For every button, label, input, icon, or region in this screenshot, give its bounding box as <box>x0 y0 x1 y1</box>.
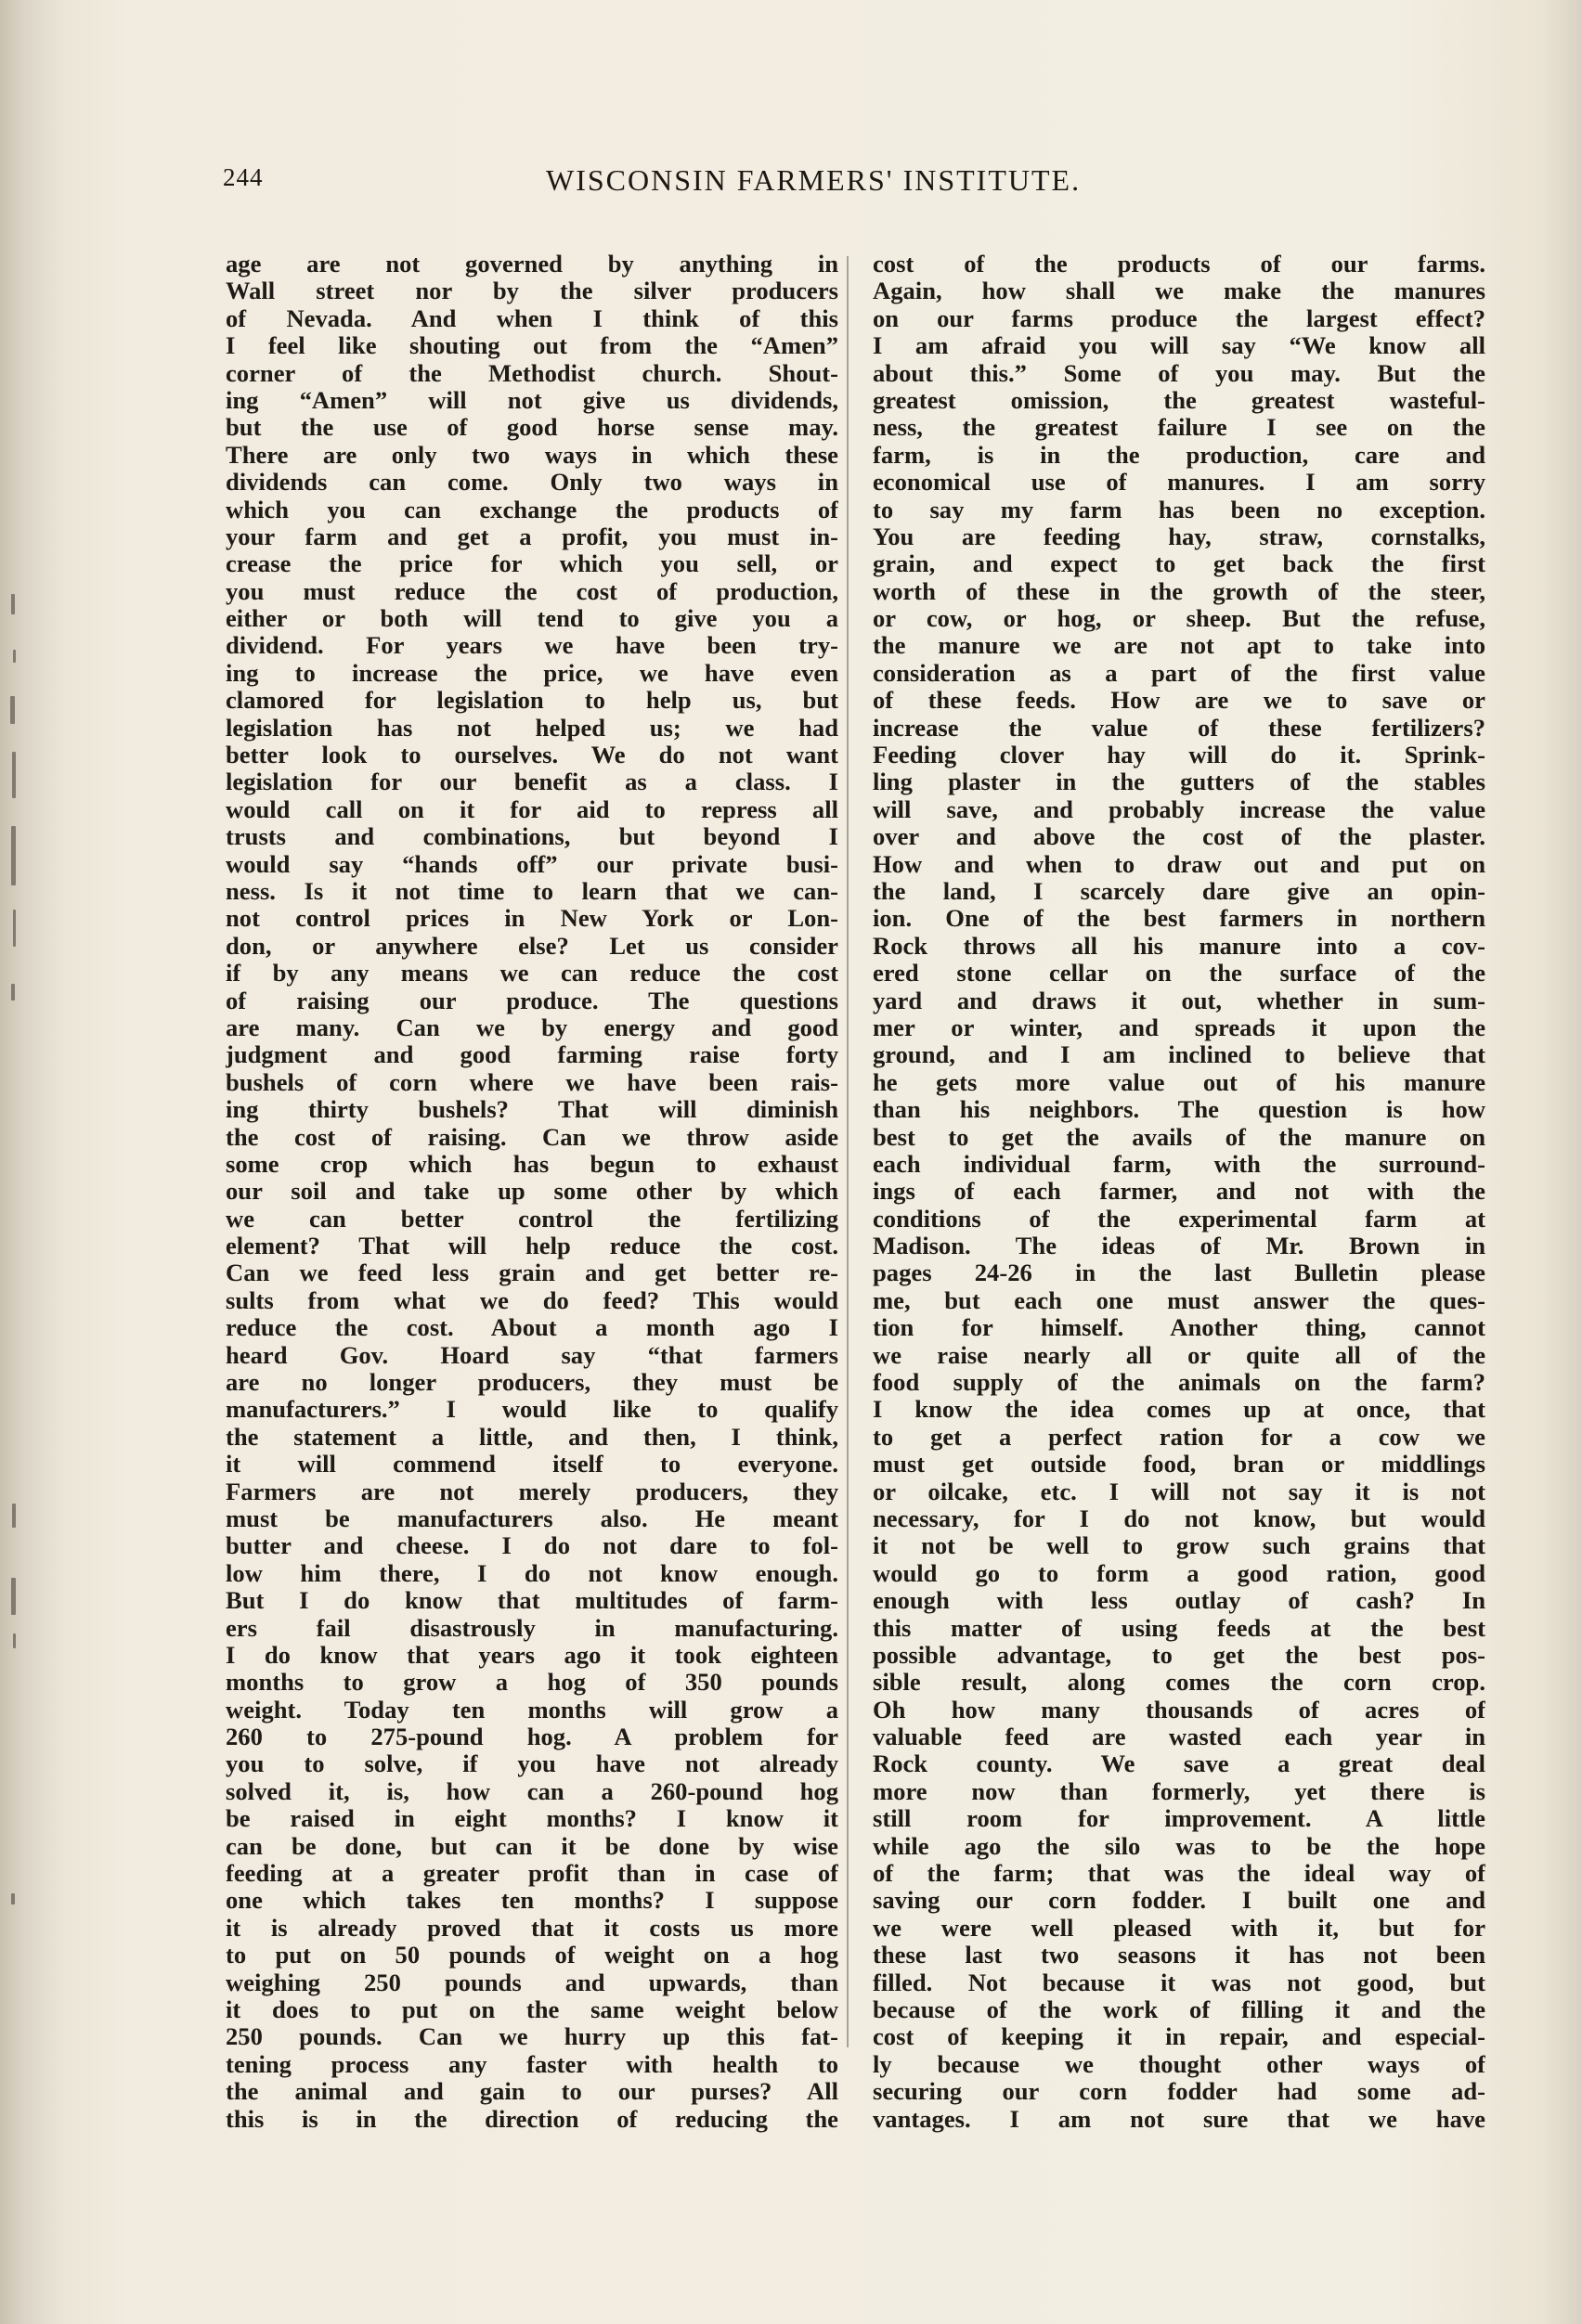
text-line: mer or winter, and spreads it upon the <box>873 1014 1485 1041</box>
text-line: he gets more value out of his manure <box>873 1068 1485 1096</box>
text-line: bushels of corn where we have been rais- <box>226 1068 838 1096</box>
text-line: Madison. The ideas of Mr. Brown in <box>873 1233 1485 1260</box>
text-line: pages 24-26 in the last Bulletin please <box>873 1259 1485 1287</box>
text-line: You are feeding hay, straw, cornstalks, <box>873 523 1485 550</box>
text-line: each individual farm, with the surround- <box>873 1150 1485 1178</box>
text-line: our soil and take up some other by which <box>226 1178 838 1206</box>
text-line: ing to increase the price, we have even <box>226 659 838 687</box>
text-line: while ago the silo was to be the hope <box>873 1832 1485 1860</box>
text-line: 250 pounds. Can we hurry up this fat- <box>226 2023 838 2051</box>
text-line: I feel like shouting out from the “Amen” <box>226 332 838 360</box>
text-line: the manure we are not apt to take into <box>873 632 1485 660</box>
text-line: dividends can come. Only two ways in <box>226 469 838 497</box>
text-line: are no longer producers, they must be <box>226 1369 838 1397</box>
text-line: feeding at a greater profit than in case of <box>226 1860 838 1888</box>
text-line: be raised in eight months? I know it <box>226 1805 838 1833</box>
text-line: ing thirty bushels? That will diminish <box>226 1096 838 1124</box>
text-line: Rock county. We save a great deal <box>873 1750 1485 1778</box>
text-line: filled. Not because it was not good, but <box>873 1969 1485 1996</box>
text-line: over and above the cost of the plaster. <box>873 823 1485 851</box>
text-line: we raise nearly all or quite all of the <box>873 1341 1485 1369</box>
text-line: Rock throws all his manure into a cov- <box>873 932 1485 960</box>
text-line: I do know that years ago it took eighteen <box>226 1641 838 1669</box>
left-text-column <box>226 251 838 2133</box>
text-line: the animal and gain to our purses? All <box>226 2078 838 2106</box>
text-line: valuable feed are wasted each year in <box>873 1724 1485 1751</box>
text-line: yard and draws it out, whether in sum- <box>873 987 1485 1014</box>
text-line: weighing 250 pounds and upwards, than <box>226 1969 838 1996</box>
text-line: Wall street nor by the silver producers <box>226 278 838 305</box>
text-line: economical use of manures. I am sorry <box>873 469 1485 497</box>
text-line: solved it, is, how can a 260-pound hog <box>226 1777 838 1805</box>
text-line: or cow, or hog, or sheep. But the refuse, <box>873 605 1485 633</box>
text-line: I know the idea comes up at once, that <box>873 1396 1485 1424</box>
text-line: you must reduce the cost of production, <box>226 577 838 605</box>
text-line: or oilcake, etc. I will not say it is not <box>873 1478 1485 1505</box>
text-line: more now than formerly, yet there is <box>873 1777 1485 1805</box>
text-line: the cost of raising. Can we throw aside <box>226 1123 838 1151</box>
text-line: Oh how many thousands of acres of <box>873 1696 1485 1724</box>
text-line: clamored for legislation to help us, but <box>226 687 838 715</box>
text-line: Farmers are not merely producers, they <box>226 1478 838 1505</box>
page-number: 244 <box>223 163 264 191</box>
text-line: tening process any faster with health to <box>226 2050 838 2078</box>
text-line: heard Gov. Hoard say “that farmers <box>226 1341 838 1369</box>
text-line: it will commend itself to everyone. <box>226 1451 838 1478</box>
text-line: because of the work of filling it and the <box>873 1996 1485 2023</box>
text-line: it does to put on the same weight below <box>226 1996 838 2023</box>
text-line: necessary, for I do not know, but would <box>873 1504 1485 1532</box>
text-line: ers fail disastrously in manufacturing. <box>226 1614 838 1642</box>
text-line: to say my farm has been no exception. <box>873 496 1485 523</box>
text-line: about this.” Some of you may. But the <box>873 359 1485 387</box>
text-line: judgment and good farming raise forty <box>226 1041 838 1069</box>
text-line: legislation for our benefit as a class. I <box>226 768 838 796</box>
text-line: of the farm; that was the ideal way of <box>873 1860 1485 1888</box>
text-line: Again, how shall we make the manures <box>873 278 1485 305</box>
text-line: will save, and probably increase the value <box>873 795 1485 823</box>
text-line: we were well pleased with it, but for <box>873 1914 1485 1942</box>
right-text-column <box>873 251 1485 2133</box>
text-line: farm, is in the production, care and <box>873 441 1485 469</box>
text-line: than his neighbors. The question is how <box>873 1096 1485 1124</box>
text-line: ly because we thought other ways of <box>873 2050 1485 2078</box>
text-line: element? That will help reduce the cost. <box>226 1233 838 1260</box>
text-line: tion for himself. Another thing, cannot <box>873 1314 1485 1342</box>
text-line: crease the price for which you sell, or <box>226 550 838 578</box>
text-line: sults from what we do feed? This would <box>226 1286 838 1314</box>
text-line: low him there, I do not know enough. <box>226 1559 838 1587</box>
text-line: ing “Amen” will not give us dividends, <box>226 386 838 414</box>
text-line: your farm and get a profit, you must in- <box>226 523 838 550</box>
text-line: ground, and I am inclined to believe that <box>873 1041 1485 1069</box>
text-line: either or both will tend to give you a <box>226 605 838 633</box>
text-line: securing our corn fodder had some ad- <box>873 2078 1485 2106</box>
text-line: not control prices in New York or Lon- <box>226 905 838 933</box>
text-line: don, or anywhere else? Let us consider <box>226 932 838 960</box>
text-line: 260 to 275-pound hog. A problem for <box>226 1724 838 1751</box>
text-line: it is already proved that it costs us more <box>226 1914 838 1942</box>
text-line: There are only two ways in which these <box>226 441 838 469</box>
text-line: increase the value of these fertilizers? <box>873 714 1485 742</box>
text-line: consideration as a part of the first value <box>873 659 1485 687</box>
text-line: conditions of the experimental farm at <box>873 1205 1485 1233</box>
text-line: Feeding clover hay will do it. Sprink- <box>873 742 1485 769</box>
text-line: vantages. I am not sure that we have <box>873 2105 1485 2133</box>
text-line: trusts and combinations, but beyond I <box>226 823 838 851</box>
text-line: How and when to draw out and put on <box>873 850 1485 878</box>
page-header <box>223 163 1161 210</box>
text-line: would go to form a good ration, good <box>873 1559 1485 1587</box>
text-line: dividend. For years we have been try- <box>226 632 838 660</box>
text-line: food supply of the animals on the farm? <box>873 1369 1485 1397</box>
text-line: age are not governed by anything in <box>226 251 838 278</box>
text-line: possible advantage, to get the best pos- <box>873 1641 1485 1669</box>
text-line: the statement a little, and then, I think, <box>226 1423 838 1451</box>
text-line: you to solve, if you have not already <box>226 1750 838 1778</box>
text-line: cost of the products of our farms. <box>873 251 1485 278</box>
text-line: to get a perfect ration for a cow we <box>873 1423 1485 1451</box>
text-line: I am afraid you will say “We know all <box>873 332 1485 360</box>
text-line: ings of each farmer, and not with the <box>873 1178 1485 1206</box>
running-title: WISCONSIN FARMERS' INSTITUTE. <box>546 163 1082 197</box>
text-line: this is in the direction of reducing the <box>226 2105 838 2133</box>
text-line: of these feeds. How are we to save or <box>873 687 1485 715</box>
text-line: on our farms produce the largest effect? <box>873 304 1485 332</box>
text-line: legislation has not helped us; we had <box>226 714 838 742</box>
text-line: this matter of using feeds at the best <box>873 1614 1485 1642</box>
text-line: ness, the greatest failure I see on the <box>873 414 1485 442</box>
text-line: ness. Is it not time to learn that we can- <box>226 877 838 905</box>
text-line: of raising our produce. The questions <box>226 987 838 1014</box>
text-line: ion. One of the best farmers in northern <box>873 905 1485 933</box>
text-line: must get outside food, bran or middlings <box>873 1451 1485 1478</box>
text-line: we can better control the fertilizing <box>226 1205 838 1233</box>
text-line: would call on it for aid to repress all <box>226 795 838 823</box>
text-line: the land, I scarcely dare give an opin- <box>873 877 1485 905</box>
text-line: but the use of good horse sense may. <box>226 414 838 442</box>
text-line: ling plaster in the gutters of the stables <box>873 768 1485 796</box>
text-line: me, but each one must answer the ques- <box>873 1286 1485 1314</box>
text-line: these last two seasons it has not been <box>873 1942 1485 1969</box>
text-line: ered stone cellar on the surface of the <box>873 960 1485 988</box>
text-line: enough with less outlay of cash? In <box>873 1587 1485 1615</box>
text-line: grain, and expect to get back the first <box>873 550 1485 578</box>
text-line: are many. Can we by energy and good <box>226 1014 838 1041</box>
text-line: months to grow a hog of 350 pounds <box>226 1669 838 1697</box>
text-line: best to get the avails of the manure on <box>873 1123 1485 1151</box>
text-line: But I do know that multitudes of farm- <box>226 1587 838 1615</box>
text-line: cost of keeping it in repair, and especial- <box>873 2023 1485 2051</box>
text-line: of Nevada. And when I think of this <box>226 304 838 332</box>
text-line: reduce the cost. About a month ago I <box>226 1314 838 1342</box>
text-line: Can we feed less grain and get better re- <box>226 1259 838 1287</box>
text-line: if by any means we can reduce the cost <box>226 960 838 988</box>
text-line: it not be well to grow such grains that <box>873 1532 1485 1560</box>
text-line: manufacturers.” I would like to qualify <box>226 1396 838 1424</box>
text-line: would say “hands off” our private busi- <box>226 850 838 878</box>
text-line: one which takes ten months? I suppose <box>226 1887 838 1915</box>
text-line: greatest omission, the greatest wasteful- <box>873 386 1485 414</box>
text-line: saving our corn fodder. I built one and <box>873 1887 1485 1915</box>
text-line: worth of these in the growth of the steer, <box>873 577 1485 605</box>
text-line: which you can exchange the products of <box>226 496 838 523</box>
text-line: sible result, along comes the corn crop. <box>873 1669 1485 1697</box>
text-line: weight. Today ten months will grow a <box>226 1696 838 1724</box>
text-line: can be done, but can it be done by wise <box>226 1832 838 1860</box>
binding-gutter-marks <box>9 594 33 2098</box>
text-line: corner of the Methodist church. Shout- <box>226 359 838 387</box>
text-line: still room for improvement. A little <box>873 1805 1485 1833</box>
text-line: butter and cheese. I do not dare to fol- <box>226 1532 838 1560</box>
text-line: some crop which has begun to exhaust <box>226 1150 838 1178</box>
text-line: better look to ourselves. We do not want <box>226 742 838 769</box>
text-line: to put on 50 pounds of weight on a hog <box>226 1942 838 1969</box>
text-line: must be manufacturers also. He meant <box>226 1504 838 1532</box>
column-divider-rule <box>847 256 849 2047</box>
